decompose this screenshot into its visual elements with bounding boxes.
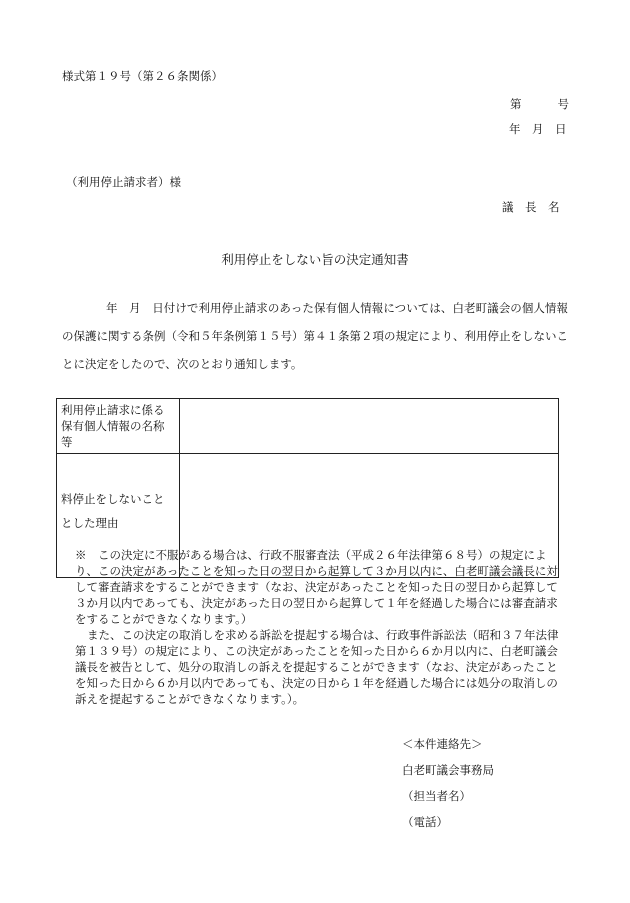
page-title: 利用停止をしない旨の決定通知書 [221, 252, 409, 267]
form-number: 様式第１９号（第２６条関係） [62, 69, 223, 83]
notes [75, 547, 569, 707]
info-name-value [180, 399, 559, 454]
document-number-suffix: 号 [557, 97, 569, 111]
contact-office: 白老町議会事務局 [402, 763, 494, 777]
note-lawsuit: また、この決定の取消しを求める訴訟を提起する場合は、行政事件訴訟法（昭和３７年法律第１３９号）の規定により、この決定があったことを知った日から６か月以内に、白老町議会議長を被告として、処分の取消しの訴えを提起することができます（なお、決定があったことを知った日から６か月以内であっても、決定の日から１年を経過した場合には処分の取消しの訴えを提起することができなくなります。）。 [75, 628, 559, 706]
body-paragraph: 年 月 日付けで利用停止請求のあった保有個人情報については、白老町議会の個人情報の保護に関する条例（令和５年条例第１５号）第４１条第２項の規定により、利用停止をしないことに決定をしたので、次のとおり通知します。 [62, 301, 568, 371]
note-appeal: ※ この決定に不服がある場合は、行政不服審査法（平成２６年法律第６８号）の規定により、この決定があったことを知った日の翌日から起算して３か月以内に、白老町議会議長に対して審査請求をすることができます（なお、決定があったことを知った日の翌日から起算して３か月以内であっても、決定があった日の翌日から起算して１年を経過した場合には審査請求をすることができなくなります。） [75, 548, 558, 626]
contact-person: （担当者名） [402, 789, 471, 803]
document-number-prefix: 第 [510, 97, 522, 111]
reason-label: 料停止をしないこととした理由 [57, 454, 180, 578]
document-number [510, 96, 569, 112]
table-row [57, 399, 559, 454]
sender: 議 長 名 [502, 200, 560, 214]
contact-heading: ＜本件連絡先＞ [402, 737, 483, 751]
contact-block [402, 731, 494, 835]
contact-phone: （電話） [402, 815, 448, 829]
document-date: 年 月 日 [509, 122, 567, 136]
info-name-label: 利用停止請求に係る保有個人情報の名称等 [57, 399, 180, 454]
recipient: （利用停止請求者）様 [66, 175, 181, 189]
